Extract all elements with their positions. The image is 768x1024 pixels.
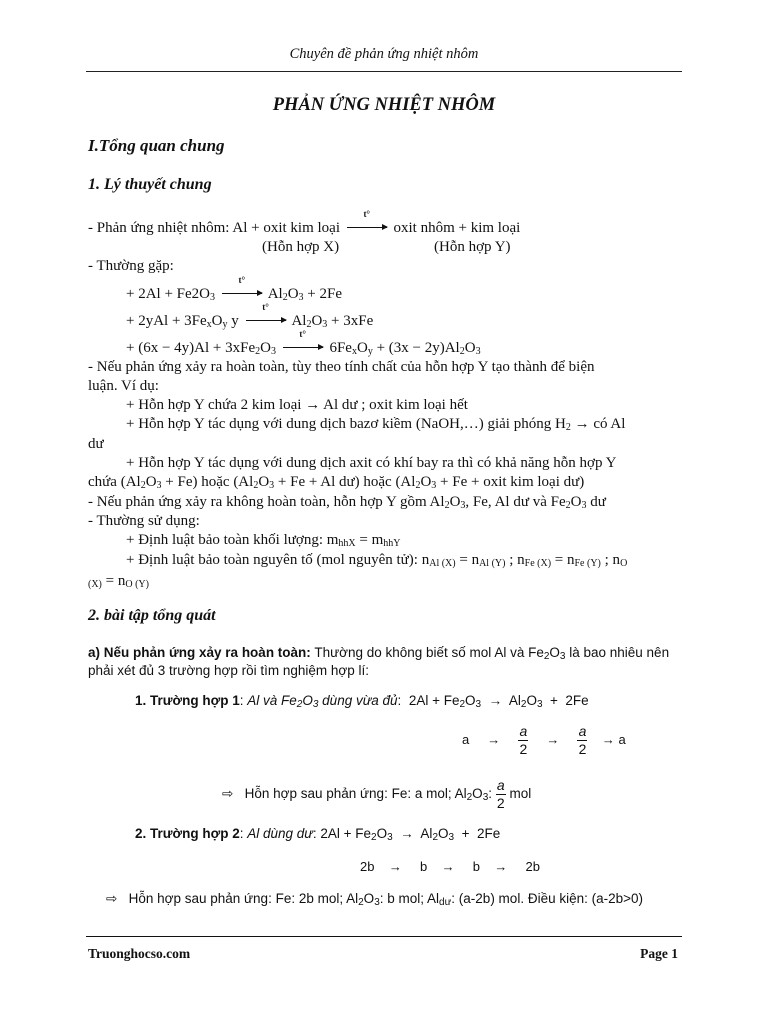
paragraph-line: luận. Ví dụ: bbox=[88, 378, 159, 394]
equation-2: + $2yAl + 3Fe_xO_y$ y t° $Al_2O_3 + 3xFe$ bbox=[126, 302, 374, 330]
reaction-arrow: t° bbox=[346, 220, 388, 237]
header-rule bbox=[86, 71, 682, 72]
section-heading: I.Tổng quan chung bbox=[88, 136, 225, 155]
mixture-y-label: (Hỗn hợp Y) bbox=[434, 239, 511, 255]
case-heading: 1. Trường hợp 1: Al và $Fe_2O_3$ dùng vừa đủ: $2Al + Fe_2O_3 \to Al_2O_3 + 2Fe$ bbox=[135, 693, 589, 710]
footer-site: Truonghocso.com bbox=[88, 946, 191, 961]
running-header: Chuyên đề phản ứng nhiệt nhôm bbox=[289, 46, 479, 62]
page-title: PHẢN ỨNG NHIỆT NHÔM bbox=[272, 95, 496, 115]
footer-page-number: Page 1 bbox=[640, 946, 678, 961]
case-line: + Hỗn hợp Y chứa 2 kim loại → Al dư ; oxit kim loại hết bbox=[126, 397, 468, 413]
section-heading: 2. bài tập tổng quát bbox=[88, 607, 216, 624]
result-arrow-icon: ⇨ bbox=[106, 891, 118, 906]
case-line: dư bbox=[88, 436, 104, 452]
mixture-x-label: (Hỗn hợp X) bbox=[262, 239, 340, 255]
result-arrow-icon: ⇨ bbox=[222, 786, 234, 802]
stoichiometry-row: a → $\frac{a}{2}$ → $\frac{a}{2}$ → a bbox=[462, 723, 626, 757]
paragraph-line: - Thường sử dụng: bbox=[88, 513, 200, 529]
equation-1: + $2Al + Fe2O_3$ t° $Al_2O_3 + 2Fe$ bbox=[126, 275, 343, 303]
fraction: $\frac{a}{2}$ bbox=[496, 777, 505, 811]
sub-heading: 1. Lý thuyết chung bbox=[88, 176, 212, 193]
footer-rule bbox=[86, 936, 682, 937]
paragraph-line: phải xét đủ 3 trường hợp rồi tìm nghiệm hợp lí: bbox=[88, 663, 369, 678]
case-line: + Hỗn hợp Y tác dụng với dung dịch axit có khí bay ra thì có khả năng hỗn hợp Y bbox=[126, 455, 617, 471]
result-line: ⇨ Hỗn hợp sau phản ứng: Fe: 2b mol; $Al_2O_3$: b mol; $Al_{dư}$: (a-2b) mol. Điều kiện: (a-2b>0) bbox=[106, 891, 643, 908]
case-heading: 2. Trường hợp 2: Al dùng dư: $2Al + Fe_2O_3 \to Al_2O_3 + 2Fe$ bbox=[135, 826, 501, 843]
law-line: $_{(X)} = n_{O (Y)}$ bbox=[88, 573, 149, 590]
common-label: - Thường gặp: bbox=[88, 258, 174, 274]
definition-line: - Phản ứng nhiệt nhôm: Al + oxit kim loại t° oxit nhôm + kim loại bbox=[88, 209, 521, 236]
fraction: $\frac{a}{2}$ bbox=[519, 723, 528, 757]
paragraph-line: a) Nếu phản ứng xảy ra hoàn toàn: Thường do không biết số mol Al và $Fe_2O_3$ là bao nhiêu nên bbox=[88, 645, 670, 662]
stoichiometry-row: 2b → b → b → 2b bbox=[360, 859, 540, 874]
result-line: ⇨ Hỗn hợp sau phản ứng: Fe: a mol; $Al_2O_3$: $\frac{a}{2}$ mol bbox=[222, 777, 532, 811]
paragraph-line: - Nếu phản ứng xảy ra không hoàn toàn, hỗn hợp Y gồm $Al_2O_3$, Fe, Al dư và $Fe_2O_3$ dư bbox=[88, 494, 606, 511]
law-line: + Định luật bảo toàn nguyên tố (mol nguyên tử): $n_{Al (X)} = n_{Al (Y)}$ ; $n_{Fe (X)} = n_{Fe (Y)}$ ; $n_O$ bbox=[126, 552, 628, 569]
case-line: + Hỗn hợp Y tác dụng với dung dịch bazơ kiềm (NaOH,…) giải phóng $H_2$ → có Al bbox=[126, 416, 626, 433]
fraction: $\frac{a}{2}$ bbox=[578, 723, 587, 757]
case-line: chứa $(Al_2O_3 + Fe)$ hoặc ($Al_2O_3 + Fe + Al$ dư) hoặc ($Al_2O_3 + Fe$ + oxit kim loại dư) bbox=[88, 474, 585, 491]
equation-3: + $(6x - 4y)Al + 3xFe_2O_3$ t° $6Fe_xO_y + (3x - 2y)Al_2O_3$ bbox=[126, 329, 481, 357]
paragraph-line: - Nếu phản ứng xảy ra hoàn toàn, tùy theo tính chất của hỗn hợp Y tạo thành để biện bbox=[88, 359, 595, 375]
law-line: + Định luật bảo toàn khối lượng: $m_{hhX} = m_{hhY}$ bbox=[126, 532, 401, 549]
